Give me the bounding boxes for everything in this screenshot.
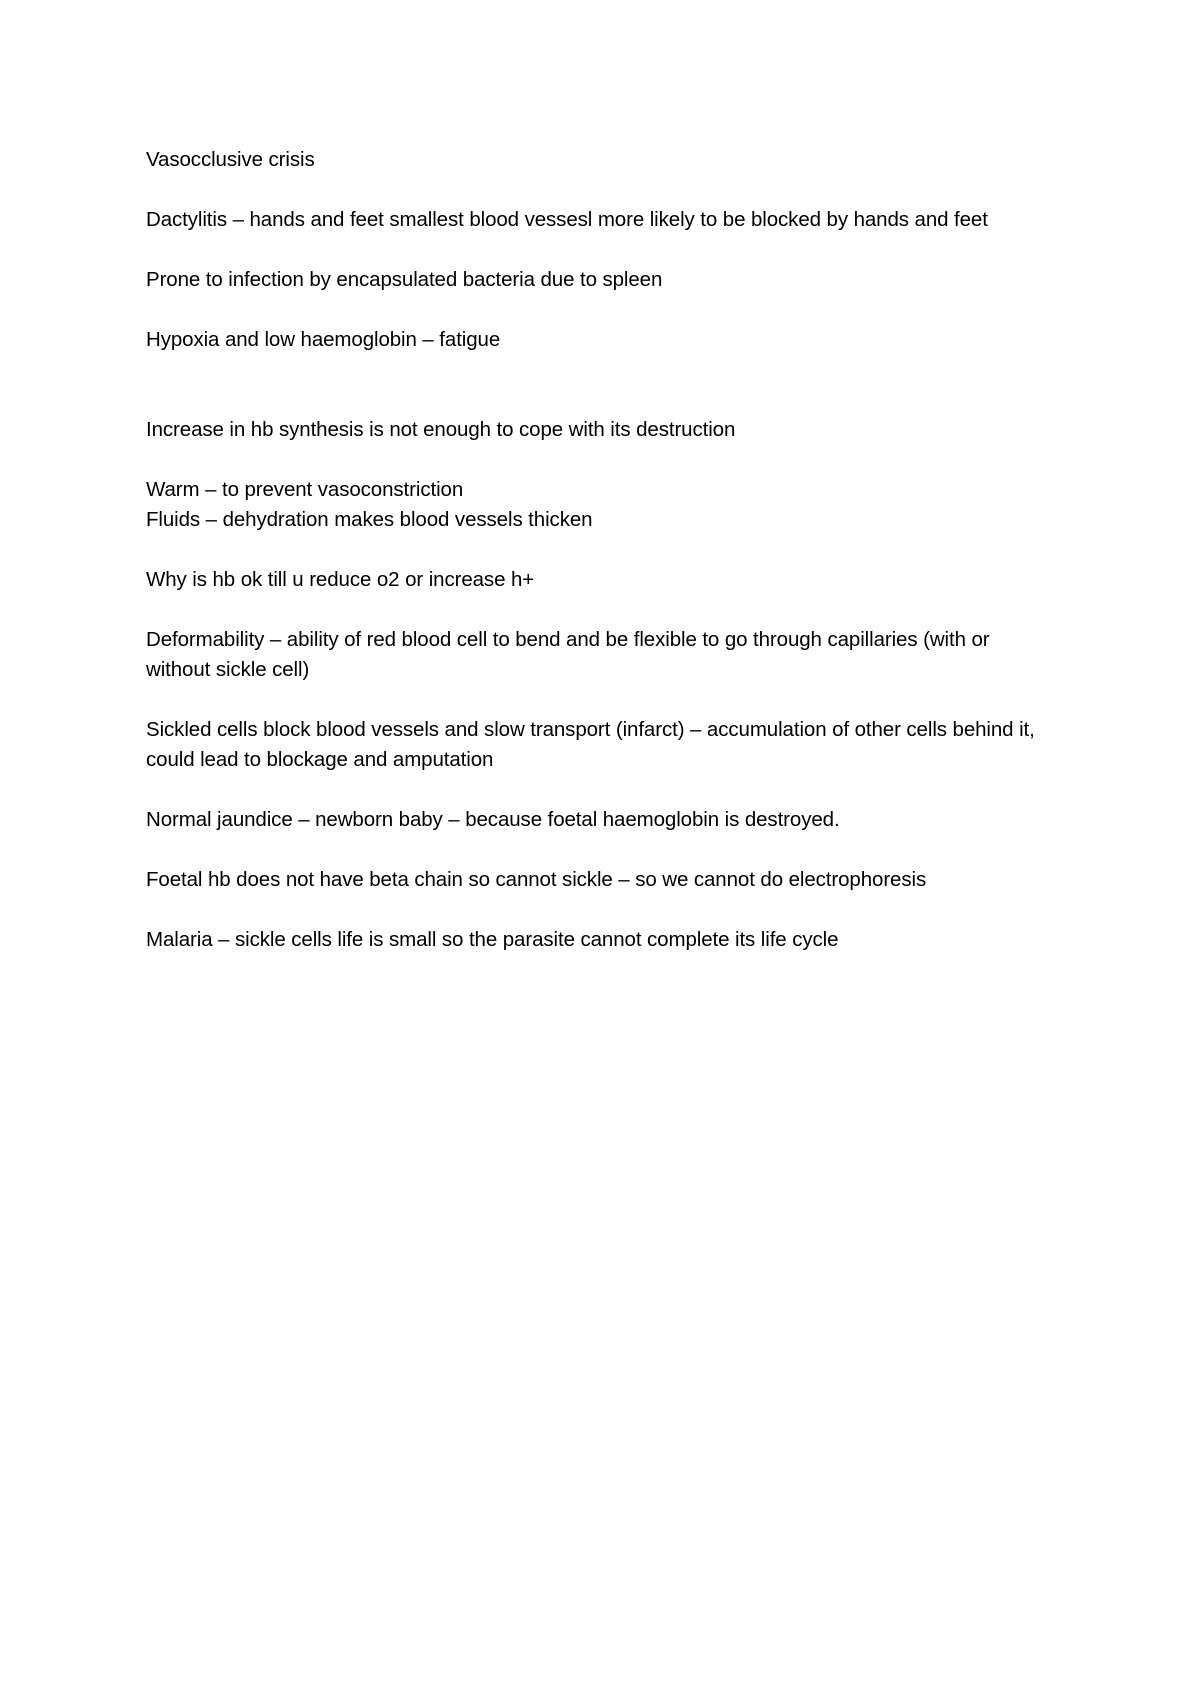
deformability-paragraph: Deformability – ability of red blood cell to bend and be flexible to go through capillaries (with or without sickle cell) xyxy=(146,628,990,681)
hb-question-paragraph: Why is hb ok till u reduce o2 or increase h+ xyxy=(146,568,535,591)
jaundice-paragraph: Normal jaundice – newborn baby – because foetal haemoglobin is destroyed. xyxy=(146,808,840,831)
heading-paragraph: Vasocclusive crisis xyxy=(146,148,315,171)
sickled-cells-paragraph: Sickled cells block blood vessels and slow transport (infarct) – accumulation of other cells behind it, could lead to blockage and amputation xyxy=(146,718,1035,771)
infection-paragraph: Prone to infection by encapsulated bacteria due to spleen xyxy=(146,268,663,291)
malaria-paragraph: Malaria – sickle cells life is small so the parasite cannot complete its life cycle xyxy=(146,928,839,951)
foetal-hb-paragraph: Foetal hb does not have beta chain so cannot sickle – so we cannot do electrophoresis xyxy=(146,868,927,891)
dactylitis-paragraph: Dactylitis – hands and feet smallest blood vessesl more likely to be blocked by hands and feet xyxy=(146,208,988,231)
document-body xyxy=(146,145,1046,985)
hypoxia-paragraph: Hypoxia and low haemoglobin – fatigue xyxy=(146,328,501,351)
fluids-paragraph: Fluids – dehydration makes blood vessels thicken xyxy=(146,508,593,531)
warm-paragraph: Warm – to prevent vasoconstriction xyxy=(146,478,464,501)
hb-synthesis-paragraph: Increase in hb synthesis is not enough to cope with its destruction xyxy=(146,418,736,441)
